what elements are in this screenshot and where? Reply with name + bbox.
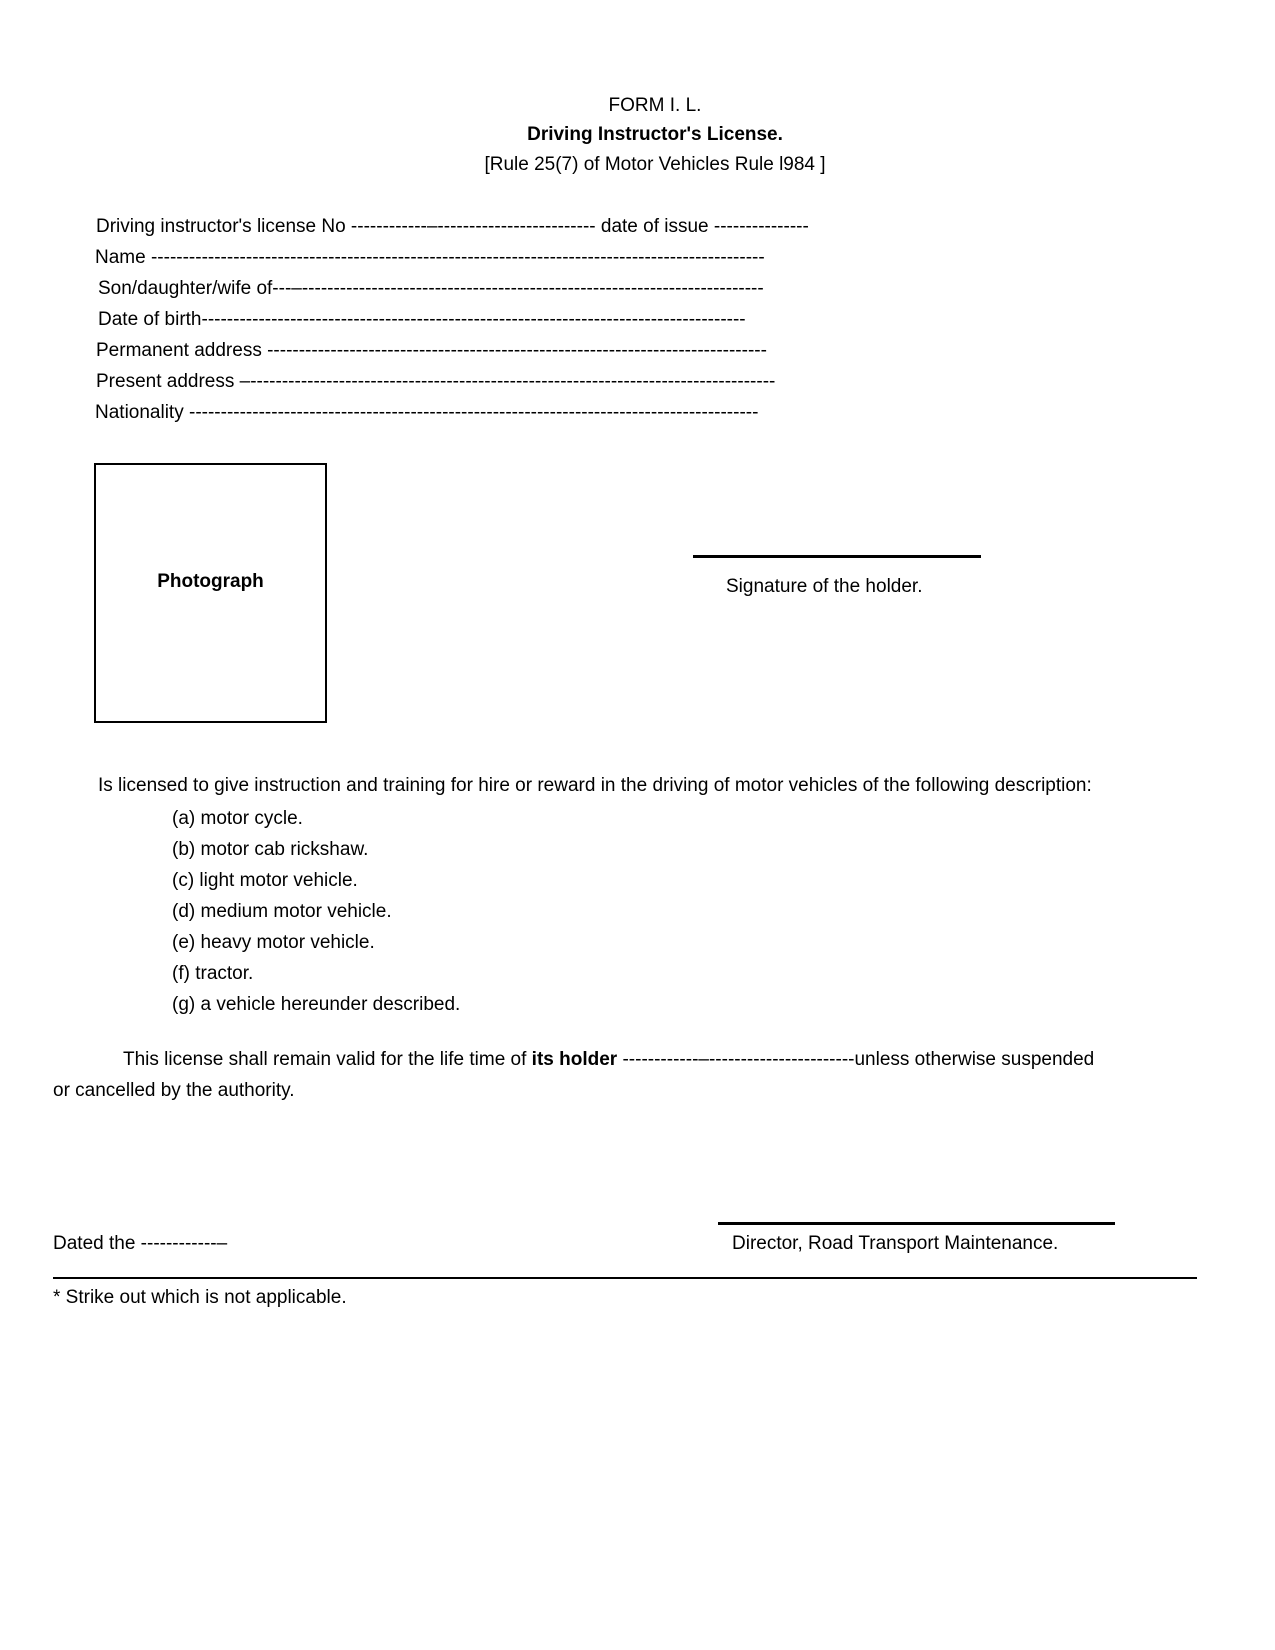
vehicle-class-item: (f) tractor. xyxy=(172,963,254,984)
validity-text-part1: This license shall remain valid for the life time of xyxy=(123,1049,532,1070)
vehicle-class-item: (e) heavy motor vehicle. xyxy=(172,932,375,953)
director-signature-line xyxy=(718,1222,1115,1225)
vehicle-class-item: (a) motor cycle. xyxy=(172,808,303,829)
footnote: * Strike out which is not applicable. xyxy=(53,1287,347,1308)
licensed-text: Is licensed to give instruction and training for hire or reward in the driving of motor vehicles of the following description: xyxy=(98,775,1092,796)
dated-field: Dated the ------------– xyxy=(53,1233,228,1254)
validity-text-bold: its holder xyxy=(531,1049,618,1070)
director-label: Director, Road Transport Maintenance. xyxy=(732,1233,1059,1254)
form-title: Driving Instructor's License. xyxy=(527,124,783,145)
vehicle-class-item: (g) a vehicle hereunder described. xyxy=(172,994,461,1015)
field-relation: Son/daughter/wife of---–------------------------------------------------------------------------- xyxy=(98,278,764,299)
field-nationality: Nationality ------------------------------------------------------------------------------------------ xyxy=(95,402,759,423)
field-permanent-address: Permanent address ------------------------------------------------------------------------------- xyxy=(96,340,767,361)
form-rule: [Rule 25(7) of Motor Vehicles Rule l984 ] xyxy=(484,154,826,175)
field-date-of-birth: Date of birth-------------------------------------------------------------------------------------- xyxy=(98,309,746,330)
vehicle-class-item: (d) medium motor vehicle. xyxy=(172,901,392,922)
holder-signature-line xyxy=(693,555,981,558)
vehicle-class-item: (c) light motor vehicle. xyxy=(172,870,358,891)
validity-line-1 xyxy=(123,1049,1094,1072)
validity-line-2: or cancelled by the authority. xyxy=(53,1080,295,1101)
field-name: Name ------------------------------------------------------------------------------------------------- xyxy=(95,247,765,268)
vehicle-class-item: (b) motor cab rickshaw. xyxy=(172,839,369,860)
holder-signature-label: Signature of the holder. xyxy=(726,576,923,597)
field-license-no: Driving instructor's license No ------------–------------------------- date of issue --------------- xyxy=(96,216,809,237)
photograph-box xyxy=(94,463,327,723)
form-code: FORM I. L. xyxy=(608,95,702,116)
footnote-divider xyxy=(53,1277,1197,1279)
photograph-label: Photograph xyxy=(157,571,264,592)
field-present-address: Present address –----------------------------------------------------------------------------------- xyxy=(96,371,776,392)
validity-text-part2: ------------–-----------------------unless otherwise suspended xyxy=(617,1049,1095,1070)
